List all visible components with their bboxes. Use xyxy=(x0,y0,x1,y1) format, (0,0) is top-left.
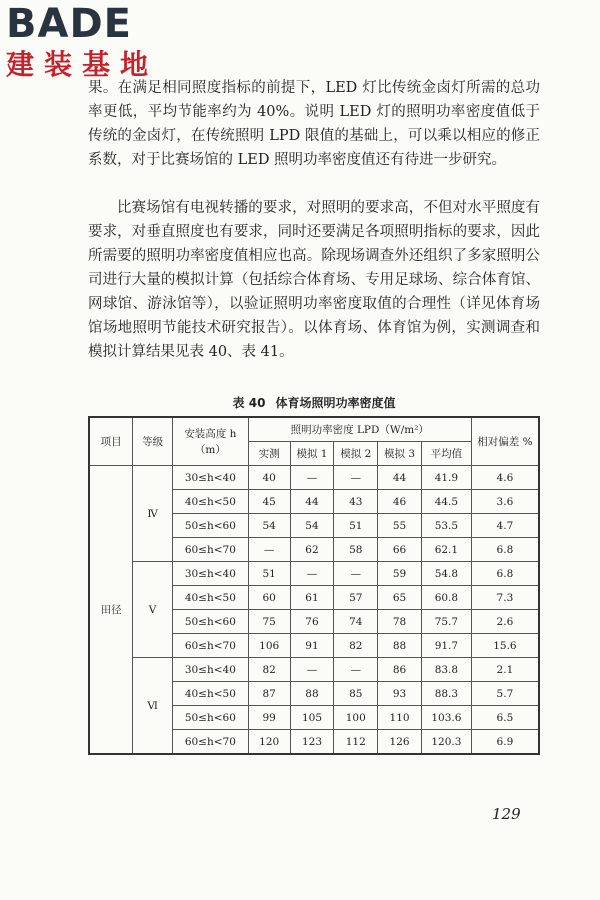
measured-cell: 87 xyxy=(248,682,290,706)
measured-cell: 106 xyxy=(248,634,290,658)
grade-cell: Ⅵ xyxy=(133,658,173,755)
header-sim3: 模拟 3 xyxy=(378,442,422,466)
height-cell: 50≤h<60 xyxy=(172,610,248,634)
sim2-cell: 57 xyxy=(334,586,378,610)
height-cell: 40≤h<50 xyxy=(172,682,248,706)
sim1-cell: 62 xyxy=(290,538,334,562)
logo-chinese: 建装基地 xyxy=(6,48,159,81)
sim2-cell: 51 xyxy=(334,514,378,538)
height-cell: 40≤h<50 xyxy=(172,586,248,610)
measured-cell: 51 xyxy=(248,562,290,586)
sim1-cell: — xyxy=(290,562,334,586)
table-row xyxy=(89,466,539,490)
height-cell: 30≤h<40 xyxy=(172,658,248,682)
measured-cell: 120 xyxy=(248,730,290,755)
measured-cell: 60 xyxy=(248,586,290,610)
paragraph-1: 果。在满足相同照度指标的前提下，LED 灯比传统金卤灯所需的总功率更低，平均节能率约为 40%。说明 LED 灯的照明功率密度值低于传统的金卤灯，在传统照明 LPD 限值的基础上，可以乘以相应的修正系数，对于比赛场馆的 LED 照明功率密度值还有待进一步研究。 xyxy=(88,80,540,168)
header-item: 项目 xyxy=(89,417,133,466)
dev-cell: 6.5 xyxy=(471,706,539,730)
table-title: 体育场照明功率密度值 xyxy=(275,396,396,410)
sim3-cell: 66 xyxy=(378,538,422,562)
table-row xyxy=(89,658,539,682)
table-body xyxy=(89,466,539,755)
dev-cell: 15.6 xyxy=(471,634,539,658)
paragraph-2: 比赛场馆有电视转播的要求，对照明的要求高，不但对水平照度有要求，对垂直照度也有要求，同时还要满足各项照明指标的要求，因此所需要的照明功率密度值相应也高。除现场调查外还组织了多家照明公司进行大量的模拟计算（包括综合体育场、专用足球场、综合体育馆、网球馆、游泳馆等），以验证照明功率密度取值的合理性（详见体育场馆场地照明节能技术研究报告）。以体育场、体育馆为例，实测调查和模拟计算结果见表 40、表 41。 xyxy=(88,200,540,360)
height-cell: 50≤h<60 xyxy=(172,706,248,730)
avg-cell: 54.8 xyxy=(421,562,471,586)
avg-cell: 75.7 xyxy=(421,610,471,634)
height-cell: 40≤h<50 xyxy=(172,490,248,514)
sim2-cell: 82 xyxy=(334,634,378,658)
sim2-cell: 85 xyxy=(334,682,378,706)
dev-cell: 6.8 xyxy=(471,562,539,586)
avg-cell: 62.1 xyxy=(421,538,471,562)
sim1-cell: 88 xyxy=(290,682,334,706)
measured-cell: 45 xyxy=(248,490,290,514)
header-sim2: 模拟 2 xyxy=(334,442,378,466)
table-number: 表 40 xyxy=(232,396,266,410)
height-cell: 30≤h<40 xyxy=(172,466,248,490)
sim2-cell: — xyxy=(334,658,378,682)
sim2-cell: 112 xyxy=(334,730,378,755)
sim2-cell: — xyxy=(334,466,378,490)
sim2-cell: — xyxy=(334,562,378,586)
sim3-cell: 46 xyxy=(378,490,422,514)
sim1-cell: 76 xyxy=(290,610,334,634)
sim3-cell: 86 xyxy=(378,658,422,682)
table-caption xyxy=(88,394,540,411)
sim1-cell: 44 xyxy=(290,490,334,514)
dev-cell: 2.1 xyxy=(471,658,539,682)
header-height: 安装高度 h（m） xyxy=(172,417,248,466)
sim2-cell: 58 xyxy=(334,538,378,562)
sim2-cell: 43 xyxy=(334,490,378,514)
avg-cell: 44.5 xyxy=(421,490,471,514)
sim1-cell: 54 xyxy=(290,514,334,538)
height-cell: 60≤h<70 xyxy=(172,730,248,755)
sim3-cell: 55 xyxy=(378,514,422,538)
dev-cell: 7.3 xyxy=(471,586,539,610)
sim1-cell: — xyxy=(290,466,334,490)
dev-cell: 6.8 xyxy=(471,538,539,562)
grade-cell: Ⅴ xyxy=(133,562,173,658)
dev-cell: 3.6 xyxy=(471,490,539,514)
sim3-cell: 93 xyxy=(378,682,422,706)
sim3-cell: 78 xyxy=(378,610,422,634)
logo-wordmark: BADE xyxy=(6,1,132,47)
sim3-cell: 59 xyxy=(378,562,422,586)
avg-cell: 103.6 xyxy=(421,706,471,730)
height-cell: 60≤h<70 xyxy=(172,538,248,562)
header-sim1: 模拟 1 xyxy=(290,442,334,466)
dev-cell: 4.7 xyxy=(471,514,539,538)
sim1-cell: 61 xyxy=(290,586,334,610)
sim1-cell: 91 xyxy=(290,634,334,658)
height-cell: 30≤h<40 xyxy=(172,562,248,586)
dev-cell: 2.6 xyxy=(471,610,539,634)
sim3-cell: 65 xyxy=(378,586,422,610)
sim3-cell: 110 xyxy=(378,706,422,730)
header-measured: 实测 xyxy=(248,442,290,466)
sim1-cell: — xyxy=(290,658,334,682)
sim3-cell: 44 xyxy=(378,466,422,490)
avg-cell: 60.8 xyxy=(421,586,471,610)
dev-cell: 5.7 xyxy=(471,682,539,706)
avg-cell: 88.3 xyxy=(421,682,471,706)
page-number: 129 xyxy=(492,805,521,823)
header-lpd: 照明功率密度 LPD（W/m²） xyxy=(248,417,471,442)
avg-cell: 120.3 xyxy=(421,730,471,755)
avg-cell: 41.9 xyxy=(421,466,471,490)
height-cell: 50≤h<60 xyxy=(172,514,248,538)
sim1-cell: 123 xyxy=(290,730,334,755)
header-average: 平均值 xyxy=(421,442,471,466)
sim1-cell: 105 xyxy=(290,706,334,730)
measured-cell: 99 xyxy=(248,706,290,730)
header-deviation: 相对偏差 % xyxy=(471,417,539,466)
avg-cell: 91.7 xyxy=(421,634,471,658)
table-row xyxy=(89,562,539,586)
item-cell: 田径 xyxy=(89,466,133,755)
lpd-table xyxy=(88,416,540,755)
measured-cell: 54 xyxy=(248,514,290,538)
sim3-cell: 88 xyxy=(378,634,422,658)
avg-cell: 53.5 xyxy=(421,514,471,538)
header-grade: 等级 xyxy=(133,417,173,466)
measured-cell: 75 xyxy=(248,610,290,634)
grade-cell: Ⅳ xyxy=(133,466,173,562)
measured-cell: 82 xyxy=(248,658,290,682)
dev-cell: 4.6 xyxy=(471,466,539,490)
height-cell: 60≤h<70 xyxy=(172,634,248,658)
measured-cell: 40 xyxy=(248,466,290,490)
avg-cell: 83.8 xyxy=(421,658,471,682)
sim2-cell: 100 xyxy=(334,706,378,730)
dev-cell: 6.9 xyxy=(471,730,539,755)
measured-cell: — xyxy=(248,538,290,562)
sim3-cell: 126 xyxy=(378,730,422,755)
sim2-cell: 74 xyxy=(334,610,378,634)
